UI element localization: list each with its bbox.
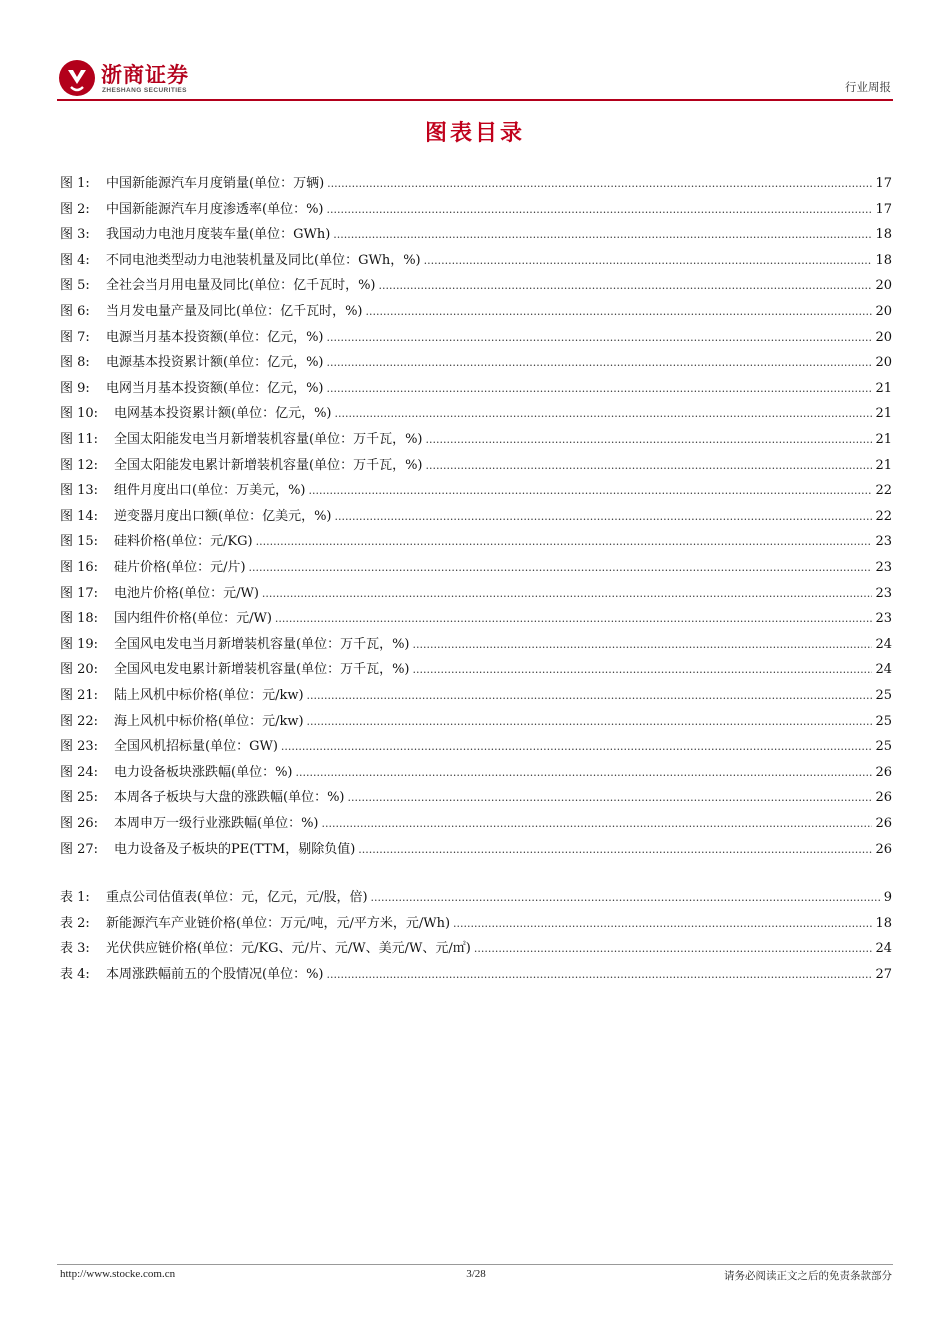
table-entry[interactable] [60,914,892,934]
entry-label: 图 12: [60,457,99,473]
entry-label: 图 17: [60,585,99,601]
figure-entry[interactable] [60,225,892,245]
figure-entry[interactable] [60,302,892,322]
dot-leader [371,888,881,908]
page-title: 图表目录 [424,121,525,146]
entry-title: 本周申万一级行业涨跌幅(单位：%) [114,816,319,831]
dot-leader [307,712,873,732]
entry-page-number: 21 [875,457,892,473]
brand-name-en: ZHESHANG SECURITIES [102,87,187,94]
entry-title: 全国太阳能发电当月新增装机容量(单位：万千瓦，%) [114,432,423,447]
entry-title: 电网基本投资累计额(单位：亿元，%) [114,406,332,422]
figure-entry[interactable] [60,635,892,655]
figure-entry[interactable] [60,276,892,296]
entry-title: 中国新能源汽车月度销量(单位：万辆) [106,176,325,191]
entry-page-number: 21 [875,406,892,422]
figure-entry[interactable] [60,814,892,834]
figure-entry[interactable] [60,609,892,629]
dot-leader [426,430,873,450]
dot-leader [424,251,873,271]
entry-title: 电力设备及子板块的PE(TTM，剔除负值) [114,841,356,857]
entry-page-number: 25 [875,739,892,755]
entry-label: 图 16: [60,560,99,575]
dot-leader [379,276,873,296]
entry-label: 图 14: [60,508,99,524]
figure-entry[interactable] [60,328,892,348]
figure-entry[interactable] [60,558,892,578]
entry-title: 全国太阳能发电累计新增装机容量(单位：万千瓦，%) [114,457,423,473]
entry-page-number: 22 [875,483,892,499]
entry-label: 表 2: [60,915,90,931]
dot-leader [348,788,873,808]
table-entry[interactable] [60,888,892,908]
entry-title: 全社会当月用电量及同比(单位：亿千瓦时，%) [106,278,376,294]
entry-page-number: 24 [875,662,892,678]
footer-page-number: 3/28 [466,1268,486,1280]
entry-label: 图 26: [60,816,99,831]
figure-entry[interactable] [60,840,892,860]
brand-name-cn: 浙商证券 [101,63,189,87]
entry-title: 国内组件价格(单位：元/W) [114,611,272,627]
entry-page-number: 21 [875,380,892,396]
figure-entry[interactable] [60,584,892,604]
entry-label: 图 9: [60,380,90,396]
entry-label: 图 13: [60,483,99,499]
entry-title: 陆上风机中标价格(单位：元/kw) [114,688,304,703]
figure-entry[interactable] [60,251,892,271]
dot-leader [327,353,873,373]
entry-page-number: 17 [875,176,892,191]
footer-disclaimer: 请务必阅读正文之后的免责条款部分 [724,1270,892,1282]
dot-leader [327,328,873,348]
entry-title: 组件月度出口(单位：万美元，%) [114,483,306,499]
entry-page-number: 18 [875,227,892,243]
entry-page-number: 26 [875,816,892,831]
entry-label: 图 8: [60,355,90,371]
entry-title: 全国风机招标量(单位：GW) [114,739,278,755]
entry-label: 图 15: [60,534,99,550]
figure-entry[interactable] [60,353,892,373]
entry-title: 海上风机中标价格(单位：元/kw) [114,713,304,729]
entry-label: 图 6: [60,304,90,319]
figure-entry[interactable] [60,507,892,527]
entry-title: 电力设备板块涨跌幅(单位：%) [114,764,293,780]
dot-leader [275,609,873,629]
figure-entry[interactable] [60,660,892,680]
dot-leader [366,302,873,322]
dot-leader [327,200,873,220]
dot-leader [335,507,873,527]
figure-entry[interactable] [60,456,892,476]
dot-leader [413,660,873,680]
dot-leader [322,814,873,834]
report-type: 行业周报 [845,80,891,94]
figure-entry[interactable] [60,712,892,732]
entry-page-number: 25 [875,688,892,703]
entry-title: 硅料价格(单位：元/KG) [114,534,253,550]
entry-page-number: 23 [875,585,892,601]
entry-title: 全国风电发电累计新增装机容量(单位：万千瓦，%) [114,662,410,678]
entry-page-number: 26 [875,790,892,806]
dot-leader [413,635,873,655]
entry-page-number: 23 [875,534,892,550]
entry-title: 电源当月基本投资额(单位：亿元，%) [106,329,324,345]
dot-leader [307,686,873,706]
entry-title: 全国风电发电当月新增装机容量(单位：万千瓦，%) [114,636,410,652]
entry-title: 重点公司估值表(单位：元，亿元，元/股，倍) [106,890,368,905]
figure-entry[interactable] [60,686,892,706]
entry-page-number: 26 [875,841,892,857]
dot-leader [335,404,873,424]
figure-entry[interactable] [60,788,892,808]
entry-title: 电网当月基本投资额(单位：亿元，%) [106,380,324,396]
entry-label: 图 5: [60,278,90,294]
entry-page-number: 17 [875,201,892,217]
table-entry[interactable] [60,965,892,985]
dot-leader [327,174,872,194]
entry-page-number: 25 [875,713,892,729]
entry-title: 电源基本投资累计额(单位：亿元，%) [106,355,324,371]
dot-leader [474,939,873,959]
figure-entry[interactable] [60,532,892,552]
dot-leader [327,965,873,985]
dot-leader [281,737,873,757]
entry-page-number: 23 [875,611,892,627]
entry-page-number: 18 [875,915,892,931]
dot-leader [327,379,873,399]
entry-page-number: 23 [875,560,892,575]
entry-label: 图 22: [60,713,99,729]
entry-label: 图 3: [60,227,90,243]
entry-label: 图 1: [60,176,90,191]
dot-leader [249,558,873,578]
figure-entry[interactable] [60,379,892,399]
entry-label: 图 27: [60,841,99,857]
figure-entry[interactable] [60,174,892,194]
dot-leader [256,532,873,552]
entry-label: 图 4: [60,252,90,268]
entry-page-number: 21 [875,432,892,447]
entry-page-number: 20 [875,329,892,345]
footer-divider [57,1264,893,1265]
entry-label: 图 23: [60,739,99,755]
entry-page-number: 9 [883,890,892,905]
header-divider [57,99,893,101]
entry-page-number: 18 [875,252,892,268]
entry-title: 本周涨跌幅前五的个股情况(单位：%) [106,966,324,982]
entry-label: 图 19: [60,636,99,652]
entry-page-number: 24 [875,636,892,652]
entry-page-number: 24 [875,941,892,957]
figure-entry[interactable] [60,200,892,220]
entry-title: 硅片价格(单位：元/片) [114,560,246,575]
entry-title: 本周各子板块与大盘的涨跌幅(单位：%) [114,790,345,806]
entry-page-number: 20 [875,278,892,294]
dot-leader [262,584,873,604]
entry-page-number: 20 [875,304,892,319]
entry-label: 图 2: [60,201,90,217]
entry-page-number: 20 [875,355,892,371]
entry-title: 中国新能源汽车月度渗透率(单位：%) [106,201,324,217]
figure-entry[interactable] [60,737,892,757]
entry-label: 图 25: [60,790,99,806]
entry-title: 我国动力电池月度装车量(单位：GWh) [106,227,331,243]
entry-label: 表 4: [60,966,90,982]
entry-title: 新能源汽车产业链价格(单位：万元/吨，元/平方米，元/Wh) [106,915,451,931]
figure-entry[interactable] [60,481,892,501]
entry-title: 电池片价格(单位：元/W) [114,585,259,601]
entry-label: 图 7: [60,329,90,345]
figure-entry[interactable] [60,404,892,424]
entry-label: 图 18: [60,611,99,627]
dot-leader [426,456,873,476]
entry-page-number: 27 [875,966,892,982]
entry-label: 图 24: [60,764,99,780]
entry-title: 逆变器月度出口额(单位：亿美元，%) [114,508,332,524]
figure-entry[interactable] [60,763,892,783]
footer-url[interactable]: http://www.stocke.com.cn [60,1268,176,1280]
entry-label: 图 20: [60,662,99,678]
entry-title: 当月发电量产量及同比(单位：亿千瓦时，%) [106,304,363,319]
entry-label: 图 21: [60,688,99,703]
entry-label: 图 10: [60,406,99,422]
page-header [57,55,893,103]
dot-leader [453,914,872,934]
dot-leader [333,225,872,245]
entry-page-number: 22 [875,508,892,524]
page-footer [60,1268,892,1284]
dot-leader [358,840,872,860]
entry-title: 光伏供应链价格(单位：元/KG、元/片、元/W、美元/W、元/㎡) [106,941,471,957]
dot-leader [309,481,873,501]
entry-label: 表 3: [60,941,90,957]
dot-leader [296,763,873,783]
entry-label: 表 1: [60,890,90,905]
figure-entry[interactable] [60,430,892,450]
brand-logo-icon [57,57,97,99]
entry-label: 图 11: [60,432,99,447]
entry-page-number: 26 [875,764,892,780]
table-entry[interactable] [60,939,892,959]
entry-title: 不同电池类型动力电池装机量及同比(单位：GWh，%) [106,252,421,268]
